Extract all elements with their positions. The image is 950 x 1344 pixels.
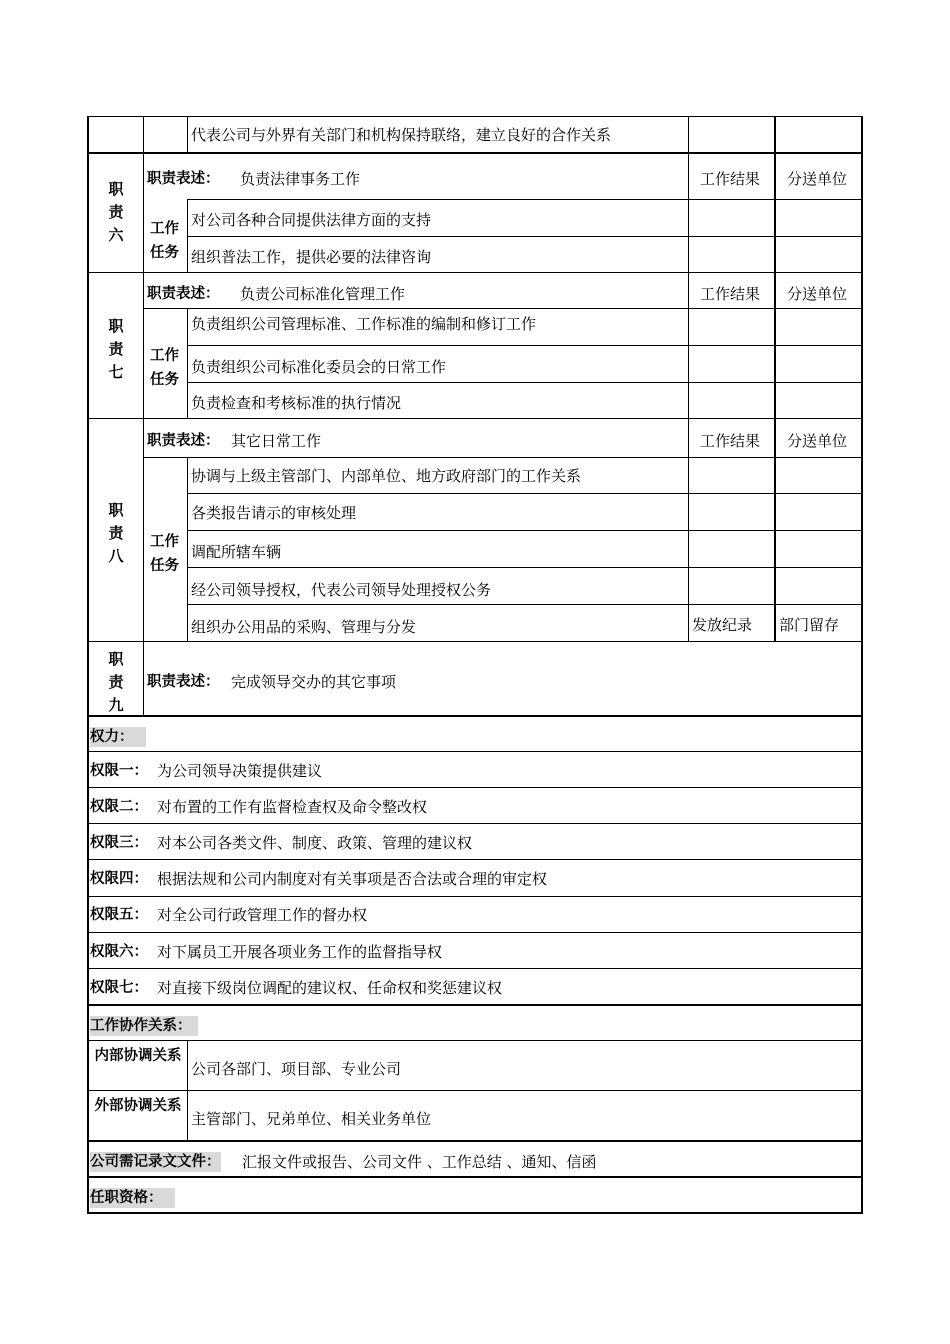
power-item-label: 权限六： — [90, 944, 148, 960]
duty7-desc-label: 职责表述： — [147, 286, 220, 302]
external-coordination-label: 外部协调关系 — [94, 1098, 182, 1114]
internal-coordination-text: 公司各部门、项目部、专业公司 — [191, 1060, 402, 1078]
power-item-label: 权限三： — [90, 835, 148, 851]
duty8-desc: 其它日常工作 — [231, 432, 322, 450]
duty6-dest-header: 分送单位 — [787, 170, 848, 188]
duty6-task-1: 对公司各种合同提供法律方面的支持 — [191, 211, 432, 229]
duty9-desc-label: 职责表述： — [147, 674, 220, 690]
duty8-label: 职 责 八 — [108, 501, 124, 565]
power-item-label: 权限五： — [90, 907, 148, 923]
power-item-label: 权限一： — [90, 763, 148, 779]
duty8-result-header: 工作结果 — [700, 432, 761, 450]
duty8-task-2: 各类报告请示的审核处理 — [191, 504, 357, 522]
duty6-task-2: 组织普法工作，提供必要的法律咨询 — [191, 248, 432, 266]
duty9-desc: 完成领导交办的其它事项 — [231, 673, 397, 691]
internal-coordination-label: 内部协调关系 — [94, 1048, 182, 1064]
duty8-desc-label: 职责表述： — [147, 433, 220, 449]
duty5-last-task: 代表公司与外界有关部门和机构保持联络，建立良好的合作关系 — [191, 126, 612, 144]
duty9-label: 职 责 九 — [108, 650, 124, 714]
external-coordination-text: 主管部门、兄弟单位、相关业务单位 — [191, 1110, 432, 1128]
power-item-text: 对全公司行政管理工作的督办权 — [157, 906, 368, 924]
duty7-result-header: 工作结果 — [700, 285, 761, 303]
duty6-result-header: 工作结果 — [700, 170, 761, 188]
duty8-task-5-result: 发放纪录 — [692, 616, 753, 634]
duty7-desc: 负责公司标准化管理工作 — [240, 285, 406, 303]
power-item-text: 根据法规和公司内制度对有关事项是否合法或合理的审定权 — [157, 870, 548, 888]
duty8-task-5-dest: 部门留存 — [779, 616, 840, 634]
power-item-text: 对直接下级岗位调配的建议权、任命权和奖惩建议权 — [157, 979, 503, 997]
power-item-label: 权限七： — [90, 980, 148, 996]
duty8-task-label: 工作任务 — [150, 534, 179, 574]
power-item-text: 为公司领导决策提供建议 — [157, 762, 323, 780]
power-title: 权力： — [90, 727, 146, 747]
duty7-task-label: 工作任务 — [150, 348, 179, 388]
duty8-task-3: 调配所辖车辆 — [191, 543, 282, 561]
duty8-dest-header: 分送单位 — [787, 432, 848, 450]
duty6-desc-label: 职责表述： — [147, 171, 220, 187]
qualification-title: 任职资格： — [90, 1188, 175, 1208]
duty8-task-1: 协调与上级主管部门、内部单位、地方政府部门的工作关系 — [191, 467, 582, 485]
duty7-label: 职 责 七 — [108, 317, 124, 381]
power-item-text: 对下属员工开展各项业务工作的监督指导权 — [157, 943, 443, 961]
duty7-task-2: 负责组织公司标准化委员会的日常工作 — [191, 358, 447, 376]
duty8-task-5: 组织办公用品的采购、管理与分发 — [191, 618, 417, 636]
duty7-task-3: 负责检查和考核标准的执行情况 — [191, 394, 402, 412]
power-item-label: 权限二： — [90, 799, 148, 815]
duty7-dest-header: 分送单位 — [787, 285, 848, 303]
records-text: 汇报文件或报告、公司文件 、工作总结 、通知、信函 — [242, 1153, 597, 1171]
power-item-label: 权限四： — [90, 871, 148, 887]
duty6-task-label: 工作任务 — [150, 221, 179, 261]
duty6-label: 职 责 六 — [108, 180, 124, 244]
records-label: 公司需记录文文件： — [90, 1154, 221, 1170]
power-item-text: 对布置的工作有监督检查权及命令整改权 — [157, 798, 428, 816]
cooperation-title: 工作协作关系： — [90, 1016, 198, 1036]
power-item-text: 对本公司各类文件、制度、政策、管理的建议权 — [157, 834, 473, 852]
duty7-task-1: 负责组织公司管理标准、工作标准的编制和修订工作 — [191, 315, 537, 333]
duty6-desc: 负责法律事务工作 — [240, 170, 361, 188]
duty8-task-4: 经公司领导授权，代表公司领导处理授权公务 — [191, 581, 492, 599]
